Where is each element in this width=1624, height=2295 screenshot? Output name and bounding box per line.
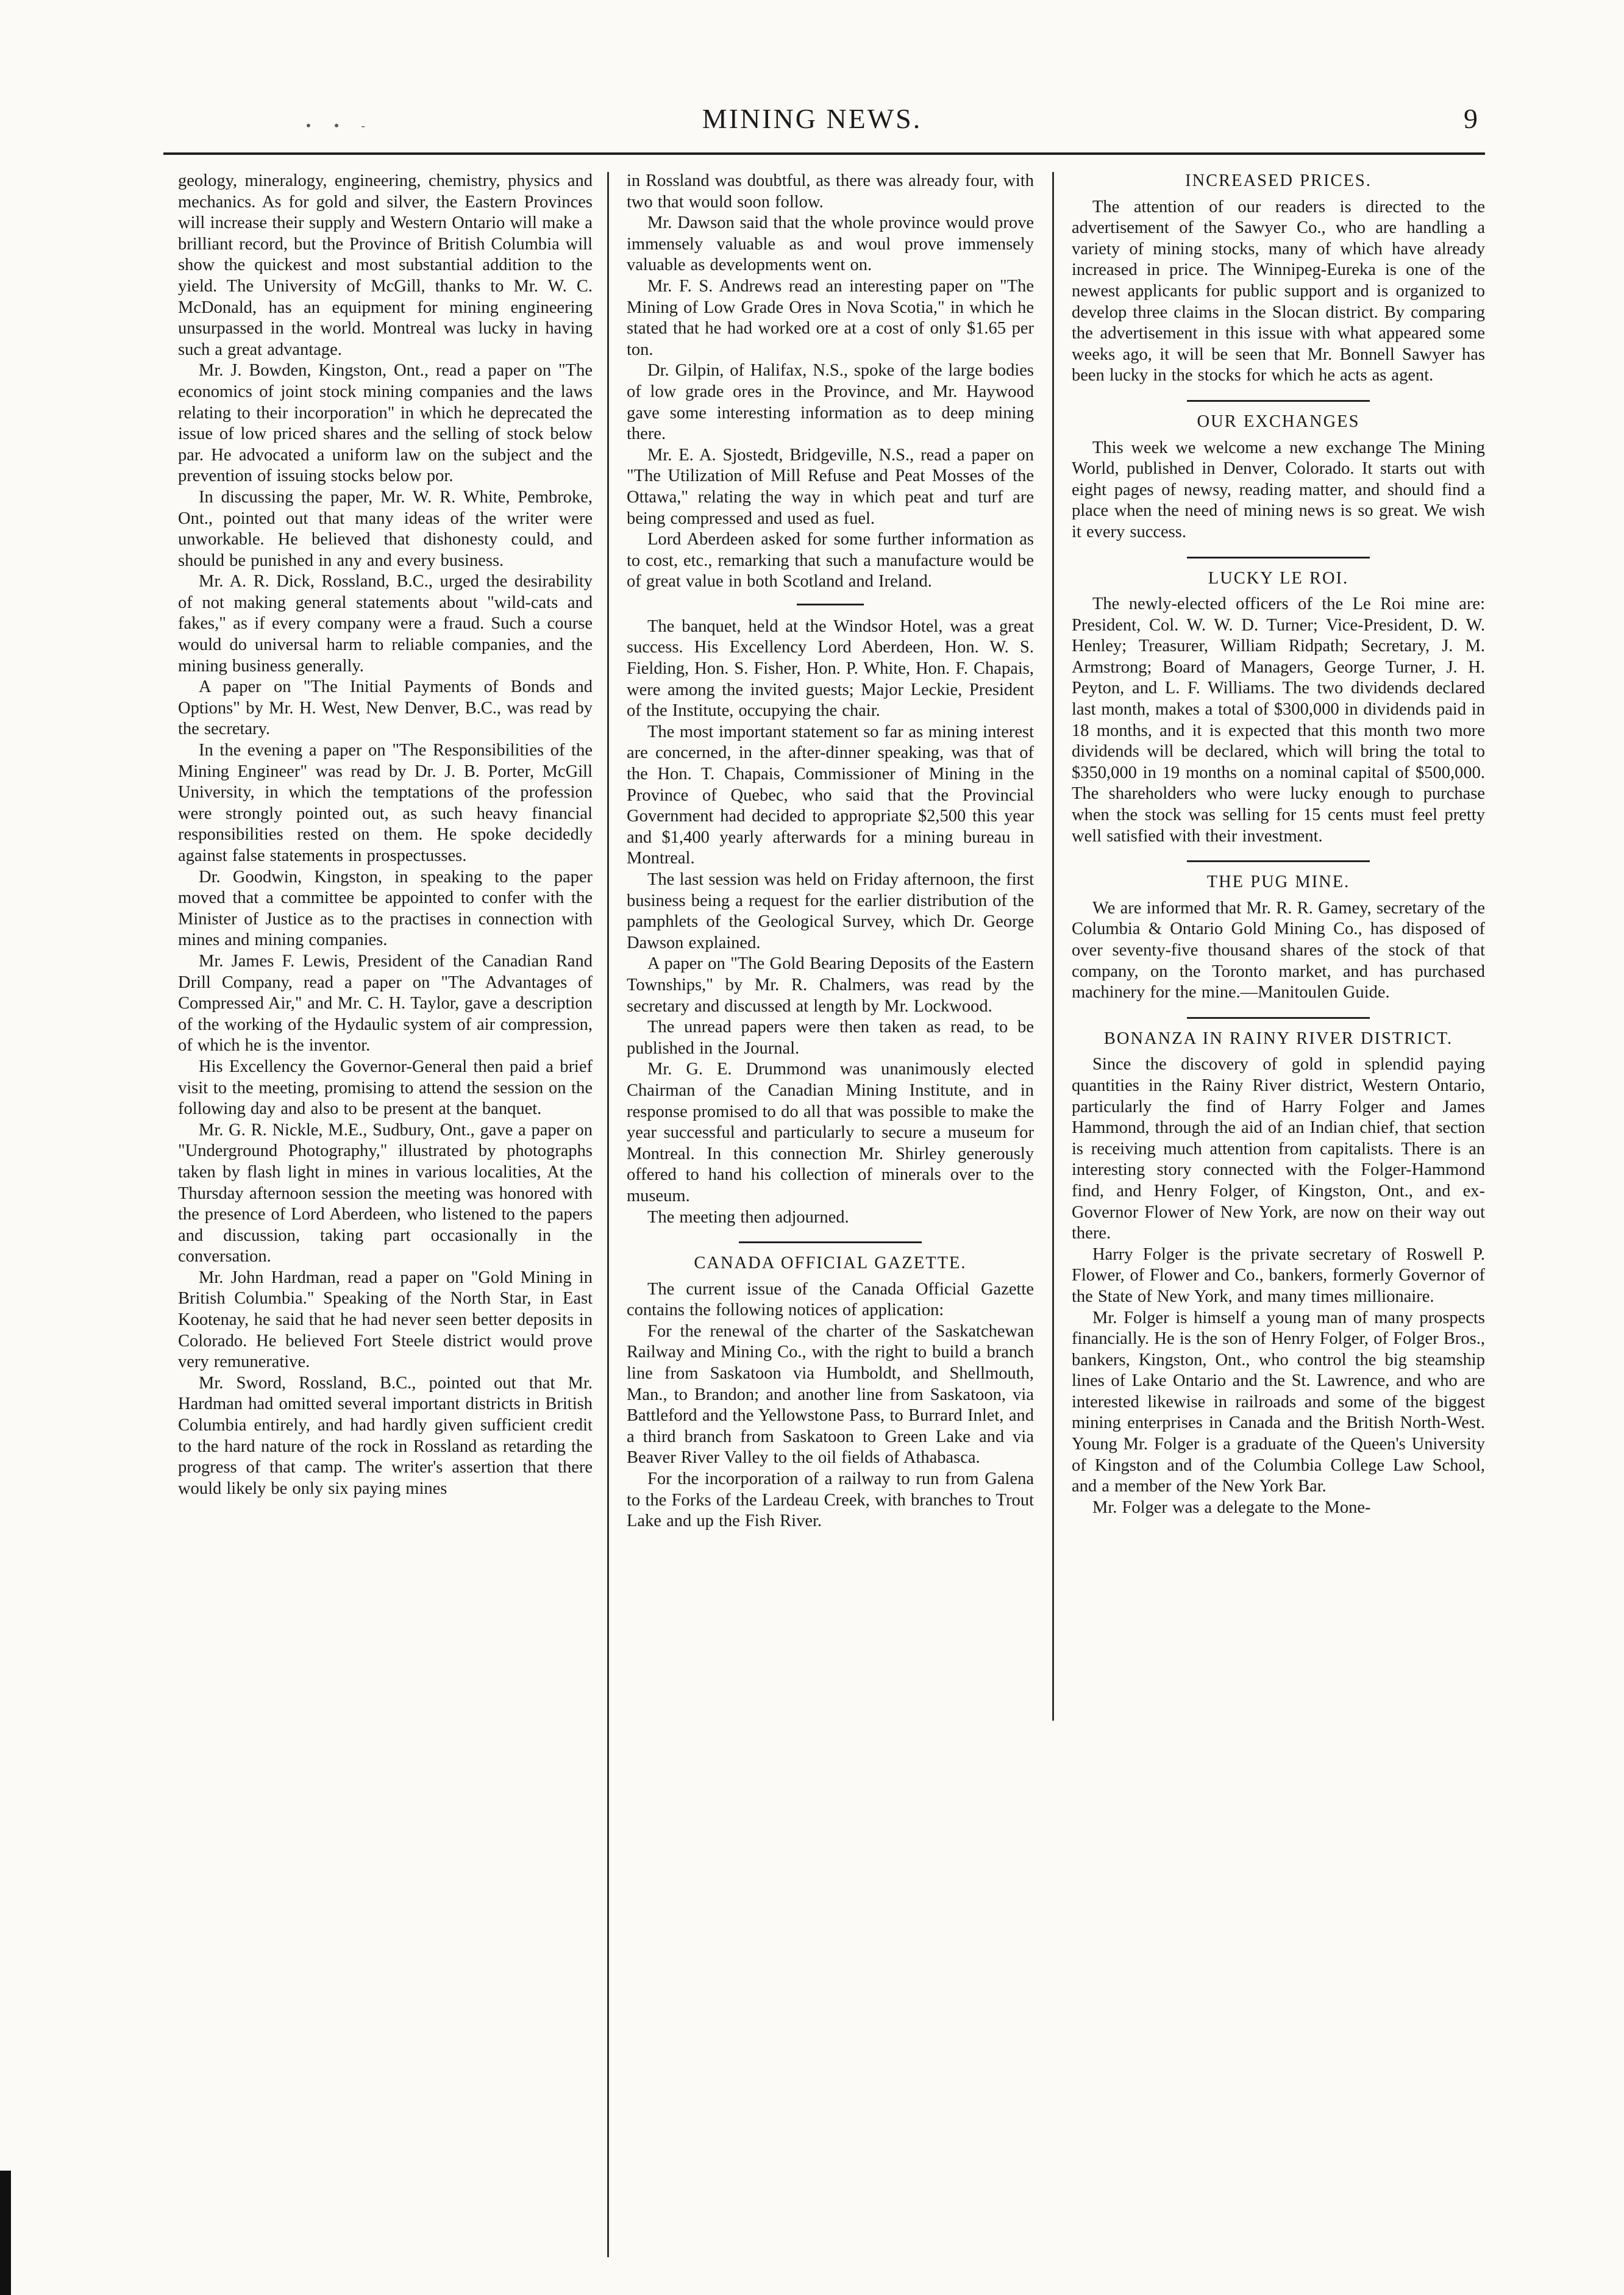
column-divider bbox=[1052, 172, 1054, 1721]
paragraph: A paper on "The Gold Bearing Deposits of the Eastern Townships," by Mr. R. Chalmers, was read by the secretary and discussed at length by Mr. Lockwood. bbox=[627, 954, 1034, 1016]
paragraph: Mr. J. Bowden, Kingston, Ont., read a paper on "The economics of joint stock mining companies and the laws relating to their incorporation" in which he deprecated the issue of low priced shares and the selling of stock below par. He advocated a uniform law on the subject and the prevention of issuing stocks below por. bbox=[178, 361, 593, 486]
article-divider bbox=[1187, 860, 1370, 862]
paragraph: The banquet, held at the Windsor Hotel, was a great success. His Excellency Lord Aberdeen, Hon. W. S. Fielding, Hon. S. Fisher, Hon. P. White, Hon. F. Chapais, were among the invited guests; Major Leckie, President of the Institute, occupying the chair. bbox=[627, 616, 1034, 721]
article-heading: THE PUG MINE. bbox=[1206, 873, 1350, 892]
paragraph: Since the discovery of gold in splendid paying quantities in the Rainy River district, Western Ontario, particularly the find of Harry Folger and James Hammond, through the aid of an Indian chief, that section is receiving much attention from capitalists. There is an interesting story connected with the Folger-Hammond find, and Henry Folger, of Kingston, Ont., and ex-Governor Flower of New York, are now on their way out there. bbox=[1072, 1055, 1485, 1243]
paragraph: Mr. E. A. Sjostedt, Bridgeville, N.S., read a paper on "The Utilization of Mill Refuse and Peat Mosses of the Ottawa," relating the way in which peat and turf are being compressed and used as fuel. bbox=[627, 445, 1034, 528]
paragraph: Mr. A. R. Dick, Rossland, B.C., urged the desirability of not making general statements about "wild-cats and fakes," as if every company were a fraud. Such a course would do universal harm to reliable companies, and the mining business generally. bbox=[178, 572, 593, 676]
scan-specks: • • - bbox=[305, 118, 374, 133]
column-2 bbox=[627, 171, 1034, 1532]
paragraph: Mr. John Hardman, read a paper on "Gold Mining in British Columbia." Speaking of the North Star, in East Kootenay, he said that he had never seen better deposits in Colorado. He believed Fort Steele district would prove very remunerative. bbox=[178, 1268, 593, 1372]
paragraph: The unread papers were then taken as read, to be published in the Journal. bbox=[627, 1018, 1034, 1058]
paragraph: Dr. Goodwin, Kingston, in speaking to the paper moved that a committee be appointed to confer with the Minister of Justice as to the practises in connection with mines and mining companies. bbox=[178, 867, 593, 950]
article-heading: OUR EXCHANGES bbox=[1197, 412, 1360, 431]
article-divider bbox=[1187, 1017, 1370, 1019]
page-number: 9 bbox=[1464, 103, 1478, 134]
article-heading: LUCKY LE ROI. bbox=[1208, 568, 1349, 588]
paragraph: A paper on "The Initial Payments of Bonds and Options" by Mr. H. West, New Denver, B.C., was read by the secretary. bbox=[178, 677, 593, 739]
section-break-rule bbox=[797, 604, 864, 605]
paragraph: Mr. Sword, Rossland, B.C., pointed out that Mr. Hardman had omitted several important districts in British Columbia entirely, and had hardly given sufficient credit to the hard nature of the rock in Rossland as retarding the progress of that camp. The writer's assertion that there would likely be only six paying mines bbox=[178, 1373, 593, 1498]
paragraph: Mr. James F. Lewis, President of the Canadian Rand Drill Company, read a paper on "The Advantages of Compressed Air," and Mr. C. H. Taylor, gave a description of the working of the Hydaulic system of air compression, of which he is the inventor. bbox=[178, 951, 593, 1055]
column-divider bbox=[607, 172, 609, 2257]
paragraph: The last session was held on Friday afternoon, the first business being a request for the earlier distribution of the pamphlets of the Geological Survey, which Dr. George Dawson explained. bbox=[627, 870, 1034, 952]
paragraph: We are informed that Mr. R. R. Gamey, secretary of the Columbia & Ontario Gold Mining Co., has disposed of over seventy-five thousand shares of the stock of that company, on the Toronto market, and has purchased machinery for the mine.—Manitoulen Guide. bbox=[1072, 898, 1485, 1002]
scan-edge-mark bbox=[0, 2171, 11, 2295]
article-heading: BONANZA IN RAINY RIVER DISTRICT. bbox=[1103, 1029, 1453, 1048]
paragraph: The attention of our readers is directed to the advertisement of the Sawyer Co., who are handling a variety of mining stocks, many of which have already increased in price. The Winnipeg-Eureka is one of the newest applicants for public support and is organized to develop three claims in the Slocan district. By comparing the advertisement in this issue with what appeared some weeks ago, it will be seen that Mr. Bonnell Sawyer has been lucky in the stocks for which he acts as agent. bbox=[1072, 197, 1485, 385]
header-rule bbox=[163, 152, 1485, 155]
paragraph: The most important statement so far as mining interest are concerned, in the after-dinner speaking, was that of the Hon. T. Chapais, Commissioner of Mining in the Province of Quebec, who said that the Provincial Government had decided to appropriate $2,500 this year and $1,400 yearly afterwards for a mining bureau in Montreal. bbox=[627, 722, 1034, 868]
article-heading: INCREASED PRICES. bbox=[1185, 171, 1372, 190]
paragraph: geology, mineralogy, engineering, chemistry, physics and mechanics. As for gold and silver, the Eastern Provinces will increase their supply and Western Ontario will make a brilliant record, but the Province of British Columbia will show the quickest and most substantial addition to the yield. The University of McGill, thanks to Mr. W. C. McDonald, has an equipment for mining engineering unsurpassed in the world. Montreal was lucky in having such a great advantage. bbox=[178, 171, 593, 359]
paragraph: in Rossland was doubtful, as there was already four, with two that would soon follow. bbox=[627, 171, 1034, 212]
paragraph: The meeting then adjourned. bbox=[647, 1207, 849, 1227]
article-divider bbox=[1187, 400, 1370, 402]
paragraph: Mr. Folger is himself a young man of many prospects financially. He is the son of Henry Folger, of Folger Bros., bankers, Kingston, Ont., who control the big steamship lines of Lake Ontario and the St. Lawrence, and who are interested likewise in railroads and some of the biggest mining enterprises in Canada and the British North-West. Young Mr. Folger is a graduate of the Queen's University of Kingston and of the Columbia College Law School, and a member of the New York Bar. bbox=[1072, 1308, 1485, 1496]
paragraph: Harry Folger is the private secretary of Roswell P. Flower, of Flower and Co., bankers, formerly Governor of the State of New York, and many times millionaire. bbox=[1072, 1244, 1485, 1306]
paragraph: Lord Aberdeen asked for some further information as to cost, etc., remarking that such a manufacture would be of great value in both Scotland and Ireland. bbox=[627, 530, 1034, 591]
paragraph: His Excellency the Governor-General then paid a brief visit to the meeting, promising to attend the session on the following day and also to be present at the banquet. bbox=[178, 1057, 593, 1119]
paragraph: In the evening a paper on "The Responsibilities of the Mining Engineer" was read by Dr. J. B. Porter, McGill University, in which the temptations of the profession were strongly pointed out, as such heavy financial responsibilities rested on them. He spoke decidedly against false statements in prospectusses. bbox=[178, 741, 593, 865]
paragraph: The current issue of the Canada Official Gazette contains the following notices of application: bbox=[627, 1279, 1034, 1320]
paragraph: For the renewal of the charter of the Saskatchewan Railway and Mining Co., with the right to build a branch line from Saskatoon via Humboldt, and Shellmouth, Man., to Brandon; and another line from Saskatoon, via Battleford and the Yellowstone Pass, to Burrard Inlet, and a third branch from Saskatoon to Green Lake and via Beaver River Valley to the oil fields of Athabasca. bbox=[627, 1321, 1034, 1468]
paragraph: Mr. G. R. Nickle, M.E., Sudbury, Ont., gave a paper on "Underground Photography," illustrated by photographs taken by flash light in mines in various localities, At the Thursday afternoon session the meeting was honored with the presence of Lord Aberdeen, who listened to the papers and discussion, taking part occasionally in the conversation. bbox=[178, 1120, 593, 1266]
journal-title: MINING NEWS. bbox=[702, 103, 922, 134]
paragraph: Mr. F. S. Andrews read an interesting paper on "The Mining of Low Grade Ores in Nova Scotia," in which he stated that he had worked ore at a cost of only $1.65 per ton. bbox=[627, 276, 1034, 359]
article-heading: CANADA OFFICIAL GAZETTE. bbox=[694, 1254, 967, 1273]
paragraph: In discussing the paper, Mr. W. R. White, Pembroke, Ont., pointed out that many ideas of the writer were unworkable. He believed that dishonesty could, and should be punished in any and every business. bbox=[178, 487, 593, 570]
paragraph: Mr. G. E. Drummond was unanimously elected Chairman of the Canadian Mining Institute, and in response promised to do all that was possible to make the year successful and particularly to secure a museum for Montreal. In this connection Mr. Shirley generously offered to hand his collection of minerals over to the museum. bbox=[627, 1060, 1034, 1205]
paragraph: Mr. Dawson said that the whole province would prove immensely valuable as and woul prove immensely valuable as developments went on. bbox=[627, 213, 1034, 275]
column-1 bbox=[178, 171, 593, 1499]
running-head bbox=[0, 102, 1624, 145]
paragraph: Dr. Gilpin, of Halifax, N.S., spoke of the large bodies of low grade ores in the Province, and Mr. Haywood gave some interesting information as to deep mining there. bbox=[627, 361, 1034, 444]
article-divider bbox=[739, 1241, 922, 1243]
paragraph: This week we welcome a new exchange The Mining World, published in Denver, Colorado. It starts out with eight pages of newsy, reading matter, and should find a place when the need of mining news is so great. We wish it every success. bbox=[1072, 438, 1485, 541]
article-divider bbox=[1187, 557, 1370, 559]
column-3 bbox=[1072, 171, 1485, 1518]
paragraph: Mr. Folger was a delegate to the Mone- bbox=[1092, 1497, 1371, 1517]
paragraph: The newly-elected officers of the Le Roi mine are: President, Col. W. W. D. Turner; Vice-President, D. W. Henley; Treasurer, William Ridpath; Secretary, J. M. Armstrong; Board of Managers, George Turner, J. H. Peyton, and L. F. Williams. The two dividends declared last month, makes a total of $300,000 in dividends paid in 18 months, and it is expected that this month two more dividends will be declared, which will bring the total to $350,000 in 19 months on a nominal capital of $500,000. The shareholders who were lucky enough to purchase when the stock was selling for 15 cents must feel pretty well satisfied with their investment. bbox=[1072, 594, 1485, 846]
paragraph: For the incorporation of a railway to run from Galena to the Forks of the Lardeau Creek, with branches to Trout Lake and up the Fish River. bbox=[627, 1469, 1034, 1531]
